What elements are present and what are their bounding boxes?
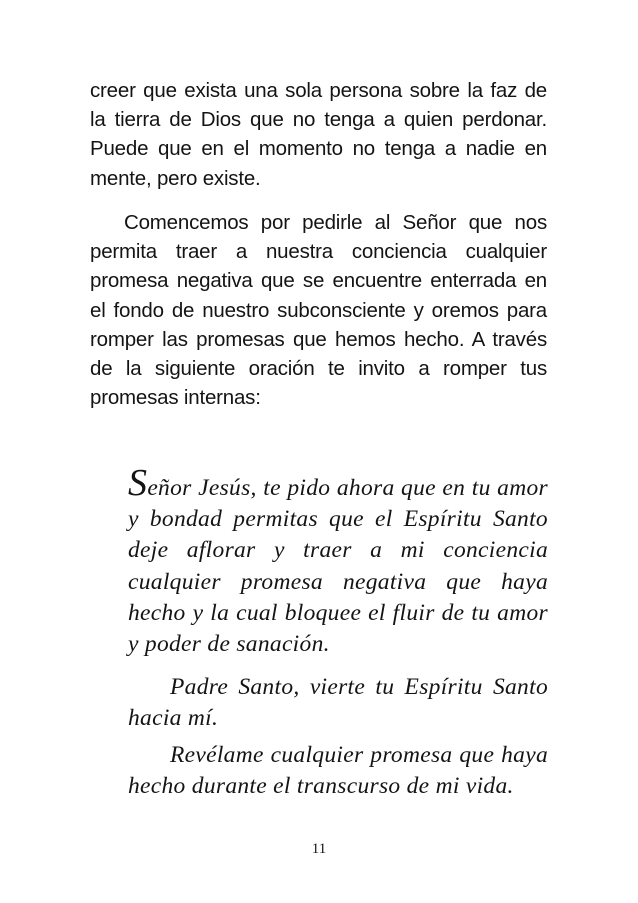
prayer-paragraph-3: Revélame cualquier promesa que haya hecho durante el transcurso de mi vida. bbox=[128, 742, 548, 800]
body-paragraph-2: Comencemos por pedirle al Señor que nos permita traer a nuestra conciencia cualquier promesa negativa que se encuentre enterrada en el fondo de nuestro subconsciente y oremos para romper las promesas que hemos hecho. A través de la siguiente oración te invito a romper tus promesas internas: bbox=[90, 211, 547, 410]
prayer-paragraph-1 bbox=[128, 462, 548, 660]
body-paragraph-1: creer que exista una sola persona sobre la faz de la tierra de Dios que no tenga a quien perdonar. Puede que en el momento no tenga a nadie en mente, pero existe. bbox=[90, 79, 547, 190]
prayer-paragraph-1-text: eñor Jesús, te pido ahora que en tu amor y bondad permitas que el Espíritu Santo deje aflorar y traer a mi conciencia cualquier promesa negativa que haya hecho y la cual bloquee el fluir de tu amor y poder de sanación. bbox=[128, 475, 548, 658]
prayer-paragraph-2: Padre Santo, vierte tu Espíritu Santo hacia mí. bbox=[128, 674, 548, 732]
drop-cap: S bbox=[128, 462, 148, 504]
page-number: 11 bbox=[311, 841, 327, 857]
